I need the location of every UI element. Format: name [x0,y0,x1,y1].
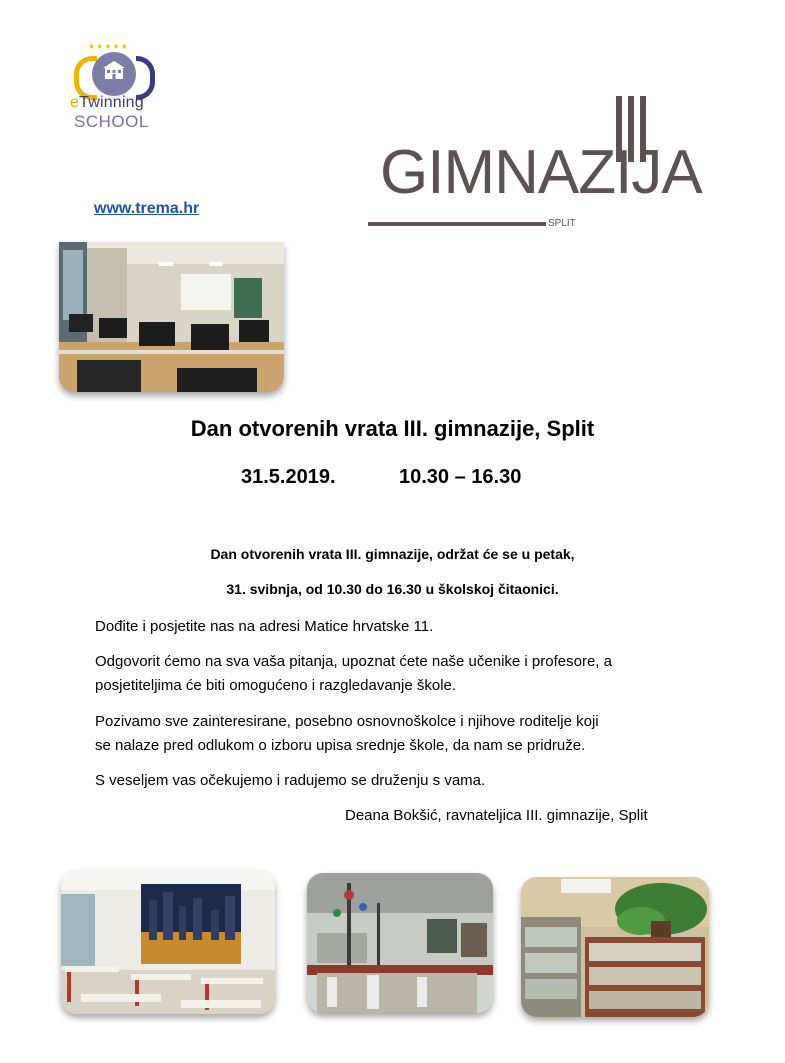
logo-underline [368,222,546,226]
logo-city-label: SPLIT [548,218,576,229]
body-paragraph: S veseljem vas očekujemo i radujemo se druženju s vama. [95,772,486,789]
computer-lab-photo [59,242,284,392]
body-paragraph: Pozivamo sve zainteresirane, posebno osnovnoškolce i njihove roditelje koji [95,713,599,730]
event-time: 10.30 – 16.30 [399,466,522,488]
event-title: Dan otvorenih vrata III. gimnazije, Split [190,416,595,441]
star-ring-icon: ★★★★★ [88,42,129,51]
body-paragraph: se nalaze pred odlukom o izboru upisa srednje škole, da nam se pridruže. [95,737,586,754]
intro-line: Dan otvorenih vrata III. gimnazije, održat će se u petak, [210,546,575,562]
etwinning-school-label: SCHOOL [74,112,149,131]
etwinning-logo [70,42,160,134]
body-paragraph: Dođite i posjetite nas na adresi Matice hrvatske 11. [95,618,434,635]
biology-collection-photo [521,877,709,1017]
etwinning-wordmark: eTwinning [70,94,144,111]
gimnazija-logo [366,96,746,236]
body-paragraph: posjetiteljima će biti omogućeno i razgledavanje škole. [95,677,457,694]
gimnazija-wordmark: GIMNAZIJA [380,138,702,207]
science-lab-photo [307,873,493,1013]
website-link[interactable]: www.trema.hr [94,200,200,217]
school-house-icon [102,60,126,80]
intro-line: 31. svibnja, od 10.30 do 16.30 u školskoj čitaonici. [226,581,559,597]
signature: Deana Bokšić, ravnateljica III. gimnazije, Split [345,807,648,824]
body-paragraph: Odgovorit ćemo na sva vaša pitanja, upoznat ćete naše učenike i profesore, a [95,653,612,670]
event-date: 31.5.2019. [241,466,336,488]
classroom-photo [61,870,275,1014]
